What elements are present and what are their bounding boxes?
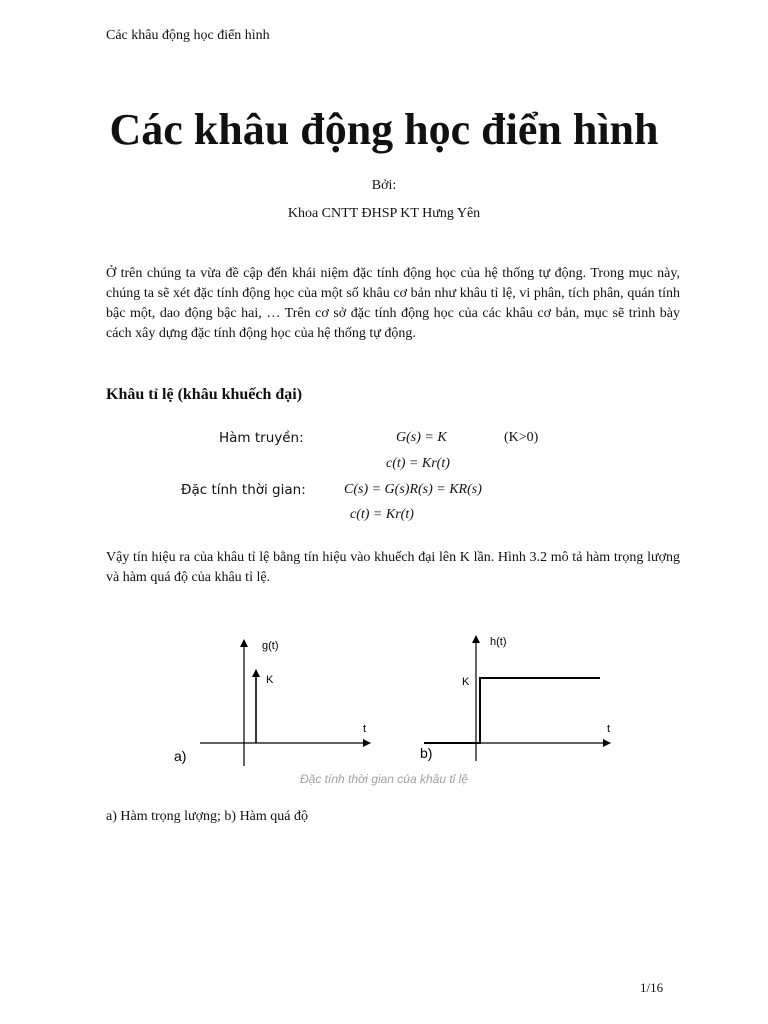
time-response-time-equation: c(t) = Kr(t) — [350, 507, 414, 522]
figure-caption: Đặc tính thời gian của khâu tỉ lệ — [299, 772, 469, 786]
right-y-label: h(t) — [490, 636, 507, 648]
explanation-paragraph: Vậy tín hiệu ra của khâu tỉ lệ bằng tín hiệu vào khuếch đại lên K lần. Hình 3.2 mô tả hàm trọng lượng và hàm quá độ của khâu tỉ lệ. — [106, 550, 680, 585]
right-x-label: t — [607, 723, 611, 735]
step-response-line — [424, 678, 600, 743]
page-number: 1/16 — [640, 980, 664, 995]
right-plot — [420, 636, 610, 761]
right-panel-tag: b) — [420, 745, 433, 761]
section-heading: Khâu tỉ lệ (khâu khuếch đại) — [106, 386, 303, 403]
left-level-label: K — [266, 674, 274, 686]
left-panel-tag: a) — [174, 748, 187, 764]
left-plot — [174, 640, 370, 766]
transfer-function-label: Hàm truyền: — [219, 430, 304, 446]
left-x-label: t — [363, 723, 367, 735]
time-response-equation: C(s) = G(s)R(s) = KR(s) — [344, 482, 482, 497]
time-response-label: Đặc tính thời gian: — [181, 482, 306, 498]
document-title: Các khâu động học điển hình — [109, 105, 659, 154]
left-y-label: g(t) — [262, 640, 279, 652]
transfer-function-equation: G(s) = K — [396, 430, 447, 445]
running-header: Các khâu động học điển hình — [106, 28, 270, 43]
right-level-label: K — [462, 676, 470, 688]
transfer-function-condition: (K>0) — [504, 430, 539, 445]
intro-paragraph: Ở trên chúng ta vừa đề cập đến khái niệm đặc tính động học của hệ thống tự động. Trong mục này, chúng ta sẽ xét đặc tính động học của một số khâu cơ bản như khâu tỉ lệ, vi phân, tích phân, quán tính bậc một, dao động bậc hai, … Trên cơ sở đặc tính động học của các khâu cơ bản, mục sẽ trình bày cách xây dựng đặc tính động học của hệ thống tự động. — [106, 266, 680, 341]
transfer-time-equation: c(t) = Kr(t) — [386, 456, 450, 471]
byline-label: Bởi: — [371, 178, 397, 193]
figure-legend: a) Hàm trọng lượng; b) Hàm quá độ — [106, 809, 309, 824]
byline-organization: Khoa CNTT ĐHSP KT Hưng Yên — [287, 206, 481, 221]
time-response-figure — [170, 626, 620, 771]
